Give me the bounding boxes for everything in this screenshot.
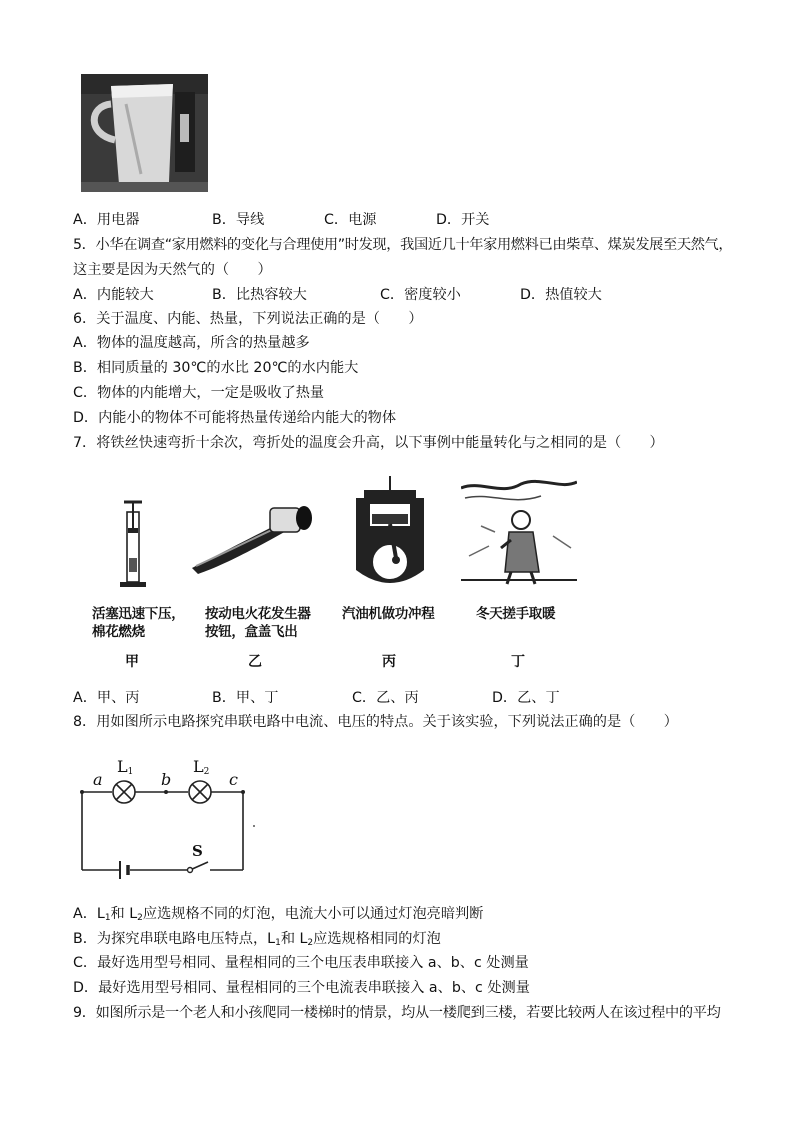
- q6-option-a: A．物体的温度越高，所含的热量越多: [73, 335, 310, 351]
- q7-option-d: D．乙、丁: [492, 690, 560, 706]
- q7-option-a: A．甲、丙: [73, 690, 140, 706]
- q4-option-d: D．开关: [436, 212, 490, 228]
- q4-photo: [81, 74, 208, 192]
- q7-figure-engine-illustration: [350, 474, 430, 590]
- q6-stem: 6．关于温度、内能、热量，下列说法正确的是（ ）: [73, 311, 423, 327]
- circuit-lamp-l1-label: [117, 757, 133, 777]
- q5-stem-line1: 5．小华在调查“家用燃料的变化与合理使用”时发现，我国近几十年家用燃料已由柴草、煤炭发展至天然气，: [73, 237, 733, 253]
- q7-figure-bing-caption1: 汽油机做功冲程: [342, 606, 435, 622]
- q6-option-c: C．物体的内能增大，一定是吸收了热量: [73, 385, 325, 401]
- q8-option-b-sub1: 1: [275, 938, 281, 948]
- q8-option-a-sub2: 2: [137, 913, 143, 923]
- q5-option-d: D．热值较大: [520, 287, 602, 303]
- lamp-l1-letter: L: [117, 757, 128, 776]
- q8-option-b-mid: 和 L: [280, 931, 308, 947]
- q7-stem: 7．将铁丝快速弯折十余次，弯折处的温度会升高，以下事例中能量转化与之相同的是（ ）: [73, 435, 664, 451]
- q8-stem: 8．用如图所示电路探究串联电路中电流、电压的特点。关于该实验，下列说法正确的是（ ）: [73, 714, 678, 730]
- q7-figure-piston-illustration: [112, 498, 152, 590]
- q7-figure-yi-label: 乙: [248, 654, 262, 670]
- q7-figure-bing-label: 丙: [382, 654, 396, 670]
- lamp-l2-subscript: 2: [203, 767, 210, 777]
- cup-device-illustration: [81, 74, 208, 192]
- q5-option-c: C．密度较小: [380, 287, 461, 303]
- q7-option-c: C．乙、丙: [352, 690, 419, 706]
- q7-figure-ding-label: 丁: [511, 654, 525, 670]
- q7-figure-jia-caption1: 活塞迅速下压，: [92, 606, 185, 622]
- q7-figure-jia-caption2: 棉花燃烧: [92, 624, 145, 640]
- q8-option-c: C．最好选用型号相同、量程相同的三个电压表串联接入 a、b、c 处测量: [73, 955, 529, 971]
- circuit-switch-label: S: [192, 842, 203, 860]
- q8-option-b-pre: B．为探究串联电路电压特点，L: [73, 931, 276, 947]
- circuit-point-b: b: [161, 770, 172, 789]
- q5-option-b: B．比热容较大: [212, 287, 307, 303]
- q8-option-d: D．最好选用型号相同、量程相同的三个电流表串联接入 a、b、c 处测量: [73, 980, 530, 996]
- q5-stem-line2: 这主要是因为天然气的（ ）: [73, 262, 272, 278]
- q7-figure-yi-caption2: 按钮，盒盖飞出: [205, 624, 298, 640]
- q8-option-a-pre: A．L: [73, 906, 105, 922]
- q7-figure-rubbing-hands-illustration: [461, 476, 577, 588]
- q8-option-b-post: 应选规格相同的灯泡: [313, 931, 441, 947]
- q7-option-b: B．甲、丁: [212, 690, 279, 706]
- circuit-point-c: c: [229, 770, 238, 789]
- q8-option-b-sub2: 2: [307, 938, 314, 948]
- q8-option-a-post: 应选规格不同的灯泡，电流大小可以通过灯泡亮暗判断: [142, 906, 484, 922]
- circuit-point-a: a: [93, 770, 103, 789]
- circuit-lamp-l2-label: [193, 757, 209, 777]
- q8-option-b: [73, 929, 441, 953]
- q6-option-b: B．相同质量的 30℃的水比 20℃的水内能大: [73, 360, 359, 376]
- q8-option-a-mid: 和 L: [110, 906, 138, 922]
- q7-figure-yi-caption1: 按动电火花发生器: [205, 606, 311, 622]
- q8-option-a: [73, 904, 483, 928]
- lamp-l2-letter: L: [193, 757, 204, 776]
- q6-option-d: D．内能小的物体不可能将热量传递给内能大的物体: [73, 410, 397, 426]
- q7-figure-spark-generator-illustration: [186, 496, 318, 576]
- q7-figure-ding-caption1: 冬天搓手取暖: [476, 606, 556, 622]
- q4-option-a: A．用电器: [73, 212, 140, 228]
- q5-option-a: A．内能较大: [73, 287, 154, 303]
- lamp-l1-subscript: 1: [127, 767, 134, 777]
- q8-option-a-sub1: 1: [104, 913, 111, 923]
- q9-stem: 9．如图所示是一个老人和小孩爬同一楼梯时的情景，均从一楼爬到三楼，若要比较两人在该过程中的平均: [73, 1005, 721, 1021]
- q7-figure-jia-label: 甲: [125, 654, 139, 670]
- q4-option-b: B．导线: [212, 212, 265, 228]
- q4-option-c: C．电源: [324, 212, 377, 228]
